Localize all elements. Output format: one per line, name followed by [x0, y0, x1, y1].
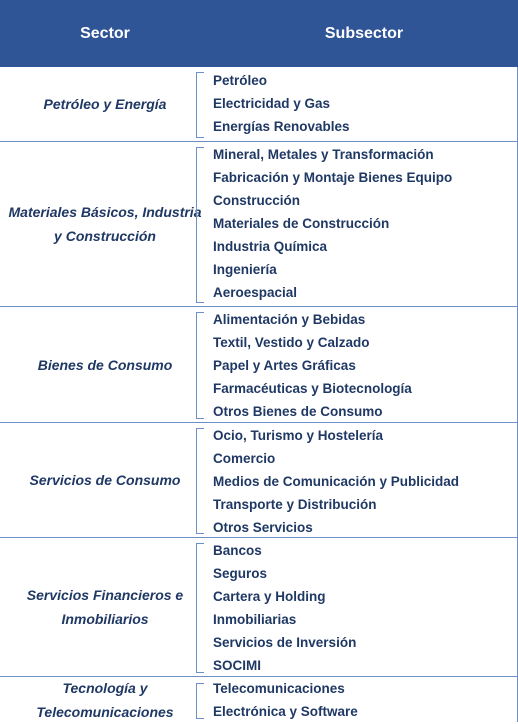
- group-bracket: [196, 72, 204, 138]
- sector-label: Servicios Financieros e Inmobiliarios: [0, 538, 210, 676]
- subsector-list: [213, 539, 356, 677]
- list-item: Textil, Vestido y Calzado: [213, 331, 412, 354]
- list-item: Cartera y Holding: [213, 585, 356, 608]
- list-item: Comercio: [213, 447, 459, 470]
- group-bracket: [196, 147, 204, 303]
- sector-label: Petróleo y Energía: [0, 67, 210, 141]
- list-item: Petróleo: [213, 69, 350, 92]
- list-item: Aeroespacial: [213, 281, 452, 304]
- group-servicios-financieros: [0, 538, 518, 677]
- header-sector: Sector: [0, 0, 210, 67]
- subsector-list: [213, 143, 452, 304]
- list-item: Servicios de Inversión: [213, 631, 356, 654]
- list-item: Transporte y Distribución: [213, 493, 459, 516]
- subsector-list: [213, 677, 358, 723]
- list-item: Inmobiliarias: [213, 608, 356, 631]
- header-subsector: Subsector: [210, 0, 518, 67]
- sector-label: Materiales Básicos, Industria y Construcción: [0, 142, 210, 306]
- group-bracket: [196, 683, 204, 719]
- list-item: Ingeniería: [213, 258, 452, 281]
- list-item: Medios de Comunicación y Publicidad: [213, 470, 459, 493]
- group-bracket: [196, 428, 204, 534]
- list-item: Materiales de Construcción: [213, 212, 452, 235]
- group-servicios-consumo: [0, 423, 518, 538]
- group-tecnologia-telecom: [0, 677, 518, 722]
- list-item: SOCIMI: [213, 654, 356, 677]
- sector-label: Servicios de Consumo: [0, 423, 210, 537]
- sector-label: Tecnología y Telecomunicaciones: [0, 677, 210, 722]
- subsector-list: [213, 424, 459, 539]
- list-item: Bancos: [213, 539, 356, 562]
- list-item: Fabricación y Montaje Bienes Equipo: [213, 166, 452, 189]
- list-item: Farmacéuticas y Biotecnología: [213, 377, 412, 400]
- table-header: [0, 0, 518, 67]
- subsector-list: [213, 69, 350, 138]
- group-petroleo-energia: [0, 67, 518, 142]
- list-item: Otros Servicios: [213, 516, 459, 539]
- subsector-list: [213, 308, 412, 423]
- list-item: Ocio, Turismo y Hostelería: [213, 424, 459, 447]
- list-item: Electricidad y Gas: [213, 92, 350, 115]
- group-bracket: [196, 312, 204, 419]
- list-item: Industria Química: [213, 235, 452, 258]
- list-item: Papel y Artes Gráficas: [213, 354, 412, 377]
- group-bracket: [196, 543, 204, 673]
- list-item: Seguros: [213, 562, 356, 585]
- list-item: Telecomunicaciones: [213, 677, 358, 700]
- group-materiales-industria: [0, 142, 518, 307]
- list-item: Alimentación y Bebidas: [213, 308, 412, 331]
- sector-label: Bienes de Consumo: [0, 307, 210, 422]
- list-item: Mineral, Metales y Transformación: [213, 143, 452, 166]
- list-item: Energías Renovables: [213, 115, 350, 138]
- list-item: Otros Bienes de Consumo: [213, 400, 412, 423]
- group-bienes-consumo: [0, 307, 518, 423]
- list-item: Construcción: [213, 189, 452, 212]
- list-item: Electrónica y Software: [213, 700, 358, 723]
